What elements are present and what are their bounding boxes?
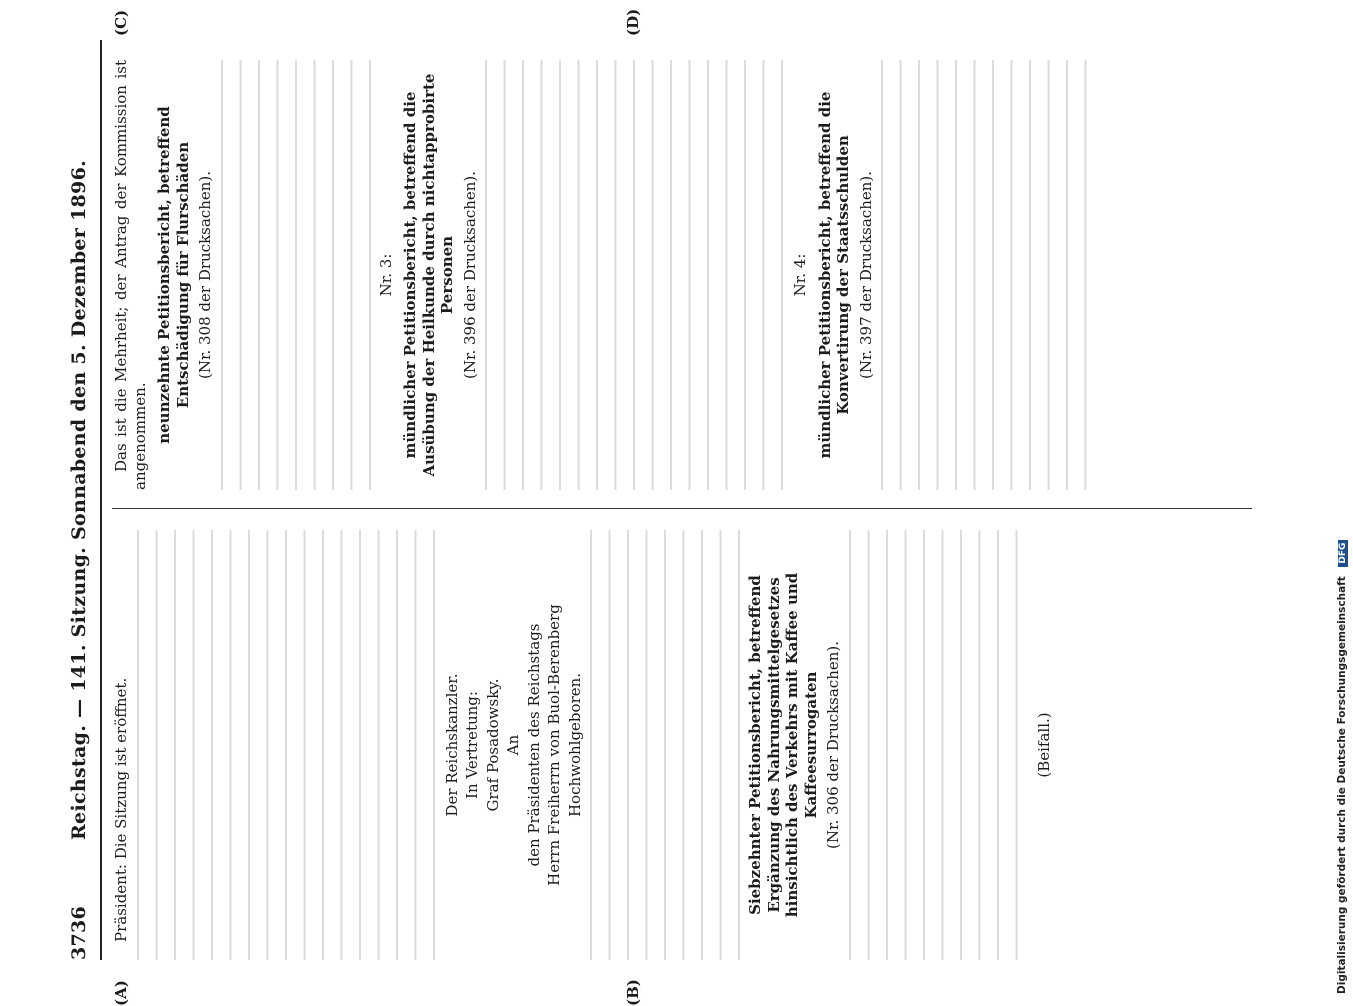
page-number: 3736	[68, 905, 90, 960]
petition-drucksache: (Nr. 306 der Drucksachen).	[824, 640, 842, 850]
header-rule	[100, 40, 102, 960]
letter-signature-line: Graf Posadowsky.	[483, 678, 502, 812]
illegible-passage	[485, 60, 785, 490]
margin-mark-b: (B)	[624, 979, 642, 1006]
illegible-passage	[881, 60, 1101, 490]
opening-line: Präsident: Die Sitzung ist eröffnet.	[112, 677, 130, 942]
digitization-credit	[1336, 540, 1348, 994]
petition-drucksache: (Nr. 308 der Drucksachen).	[196, 170, 214, 380]
letter-signature-line: Der Reichskanzler.	[442, 673, 461, 817]
right-column	[112, 60, 1107, 490]
agenda-item-label: Nr. 3:	[376, 253, 395, 297]
petition-heading: Siebzehnter Petitionsbericht, betreffend Ergänzung des Nahrungsmittelgesetzes hinsichtlich des Verkehrs mit Kaffee und Kaffeesurrogaten	[746, 572, 820, 918]
petition-heading: mündlicher Petitionsbericht, betreffend die Konvertirung der Staatsschulden	[815, 91, 852, 459]
dfg-logo: DFG	[1338, 540, 1348, 567]
petition-drucksache: (Nr. 397 der Drucksachen).	[856, 170, 875, 380]
page-title: Reichstag. — 141. Sitzung. Sonnabend den 5. Dezember 1896.	[68, 159, 90, 841]
agenda-item-label: Nr. 4:	[791, 253, 809, 297]
address-line: Hochwohlgeboren.	[565, 672, 584, 818]
illegible-passage	[137, 530, 437, 960]
illegible-passage	[590, 530, 740, 960]
page-header	[64, 40, 98, 960]
applause-note: (Beifall.)	[1034, 712, 1053, 778]
illegible-passage	[221, 60, 371, 490]
margin-mark-c: (C)	[112, 9, 130, 36]
petition-drucksache: (Nr. 396 der Drucksachen).	[460, 170, 479, 380]
petition-heading: neunzehnte Petitionsbericht, betreffend Entschädigung für Flurschäden	[155, 106, 192, 444]
address-line: Herrn Freiherrn von Buol-Berenberg	[545, 604, 563, 886]
column-divider	[112, 508, 1252, 509]
letter-signature-line: In Vertretung:	[463, 691, 481, 799]
margin-mark-d: (D)	[624, 8, 642, 36]
credit-text: Digitalisierung gefördert durch die Deutsche Forschungsgemeinschaft	[1336, 576, 1348, 994]
address-line: den Präsidenten des Reichstags	[524, 623, 543, 867]
margin-mark-a: (A)	[112, 980, 130, 1006]
reichstag-protocol-page	[64, 8, 1264, 1006]
illegible-passage	[849, 530, 1029, 960]
petition-heading: mündlicher Petitionsbericht, betreffend die Ausübung der Heilkunde durch nichtapprobirte Personen	[401, 73, 456, 477]
address-line: An	[504, 734, 522, 756]
opening-line: Das ist die Mehrheit; der Antrag der Kommission ist angenommen.	[112, 60, 149, 490]
left-column	[112, 530, 1055, 960]
